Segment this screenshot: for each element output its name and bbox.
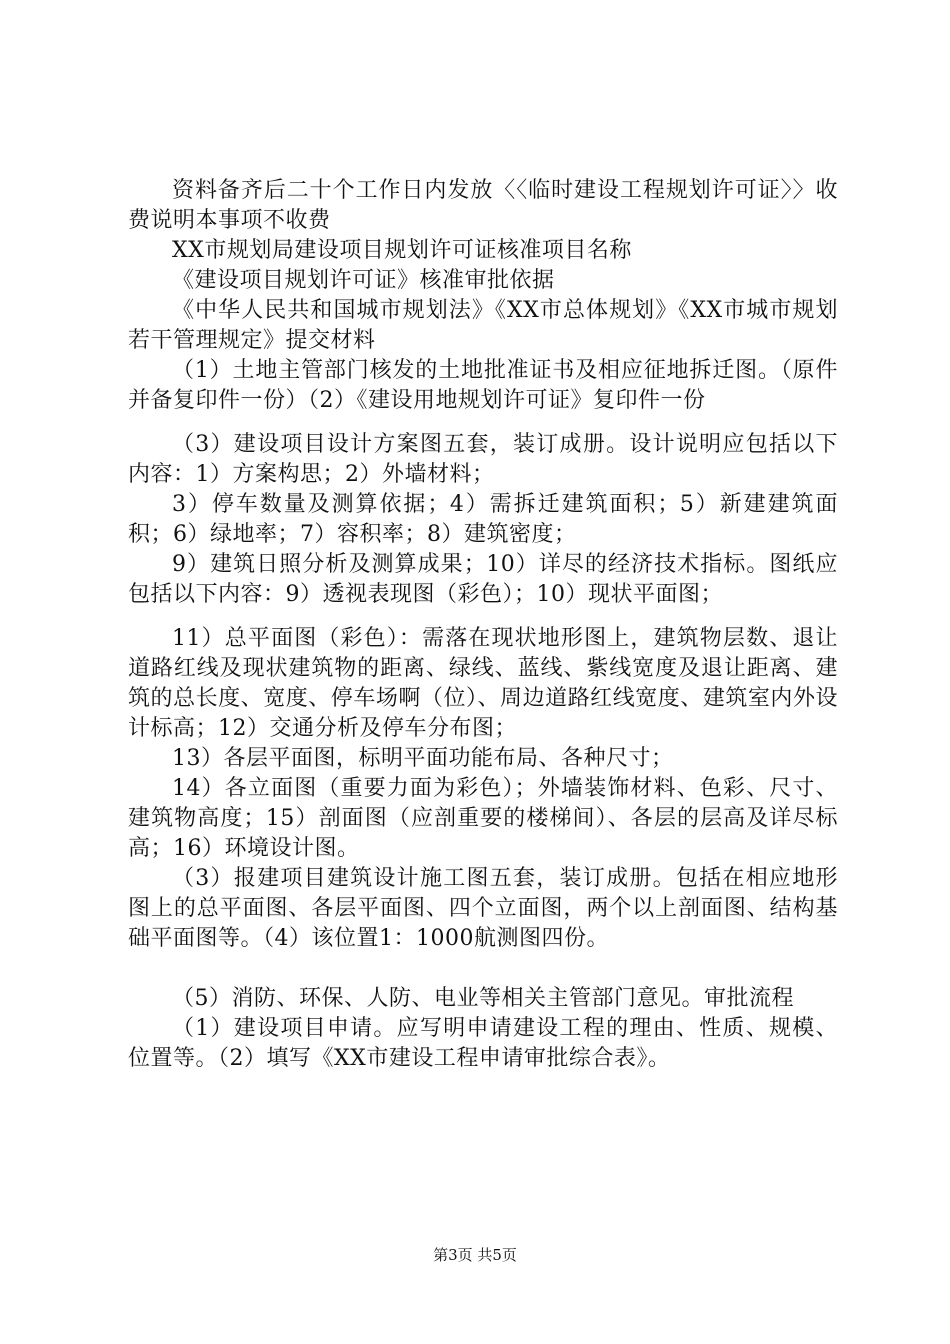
paragraph-site-plan: 11）总平面图（彩色）：需落在现状地形图上，建筑物层数、退让道路红线及现状建筑物的距离、绿线、蓝线、紫线宽度及退让距离、建筑的总长度、宽度、停车场啊（位）、周边道路红线宽度、建筑室内外设计标高；12）交通分析及停车分布图； xyxy=(128,626,838,741)
paragraph-design-items-3-8: 3）停车数量及测算依据；4）需拆迁建筑面积；5）新建建筑面积；6）绿地率；7）容积率；8）建筑密度； xyxy=(128,492,838,547)
paragraph-project-name: XX市规划局建设项目规划许可证核准项目名称 xyxy=(172,238,632,263)
paragraph-laws-materials: 《中华人民共和国城市规划法》《XX市总体规划》《XX市城市规划若干管理规定》提交材料 xyxy=(128,298,838,353)
paragraph-issuance-fee: 资料备齐后二十个工作日内发放〈〈临时建设工程规划许可证〉〉收费说明本事项不收费 xyxy=(128,178,838,233)
paragraph-material-3-design: （3）建设项目设计方案图五套，装订成册。设计说明应包括以下内容：1）方案构思；2）外墙材料； xyxy=(128,432,838,487)
paragraph-approval-basis-title: 《建设项目规划许可证》核准审批依据 xyxy=(172,268,555,293)
paragraph-design-items-9-10: 9）建筑日照分析及测算成果；10）详尽的经济技术指标。图纸应包括以下内容：9）透视表现图（彩色）；10）现状平面图； xyxy=(128,552,838,607)
paragraph-elevations: 14）各立面图（重要力面为彩色）；外墙装饰材料、色彩、尺寸、建筑物高度；15）剖面图（应剖重要的楼梯间）、各层的层高及详尽标高；16）环境设计图。 xyxy=(128,776,838,861)
paragraph-floor-plans: 13）各层平面图，标明平面功能布局、各种尺寸； xyxy=(172,746,674,771)
paragraph-dept-opinions: （5）消防、环保、人防、电业等相关主管部门意见。审批流程 xyxy=(172,986,794,1011)
document-body xyxy=(128,176,838,1074)
paragraph-material-1-2: （1）土地主管部门核发的土地批准证书及相应征地拆迁图。（原件并备复印件一份）（2）《建设用地规划许可证》复印件一份 xyxy=(128,358,838,413)
page-number-footer: 第3页 共5页 xyxy=(433,1246,517,1264)
paragraph-construction-drawings: （3）报建项目建筑设计施工图五套，装订成册。包括在相应地形图上的总平面图、各层平面图、四个立面图，两个以上剖面图、结构基础平面图等。（4）该位置1：1000航测图四份。 xyxy=(128,866,838,951)
paragraph-application-process: （1）建设项目申请。应写明申请建设工程的理由、性质、规模、位置等。（2）填写《XX市建设工程申请审批综合表》。 xyxy=(128,1016,838,1071)
